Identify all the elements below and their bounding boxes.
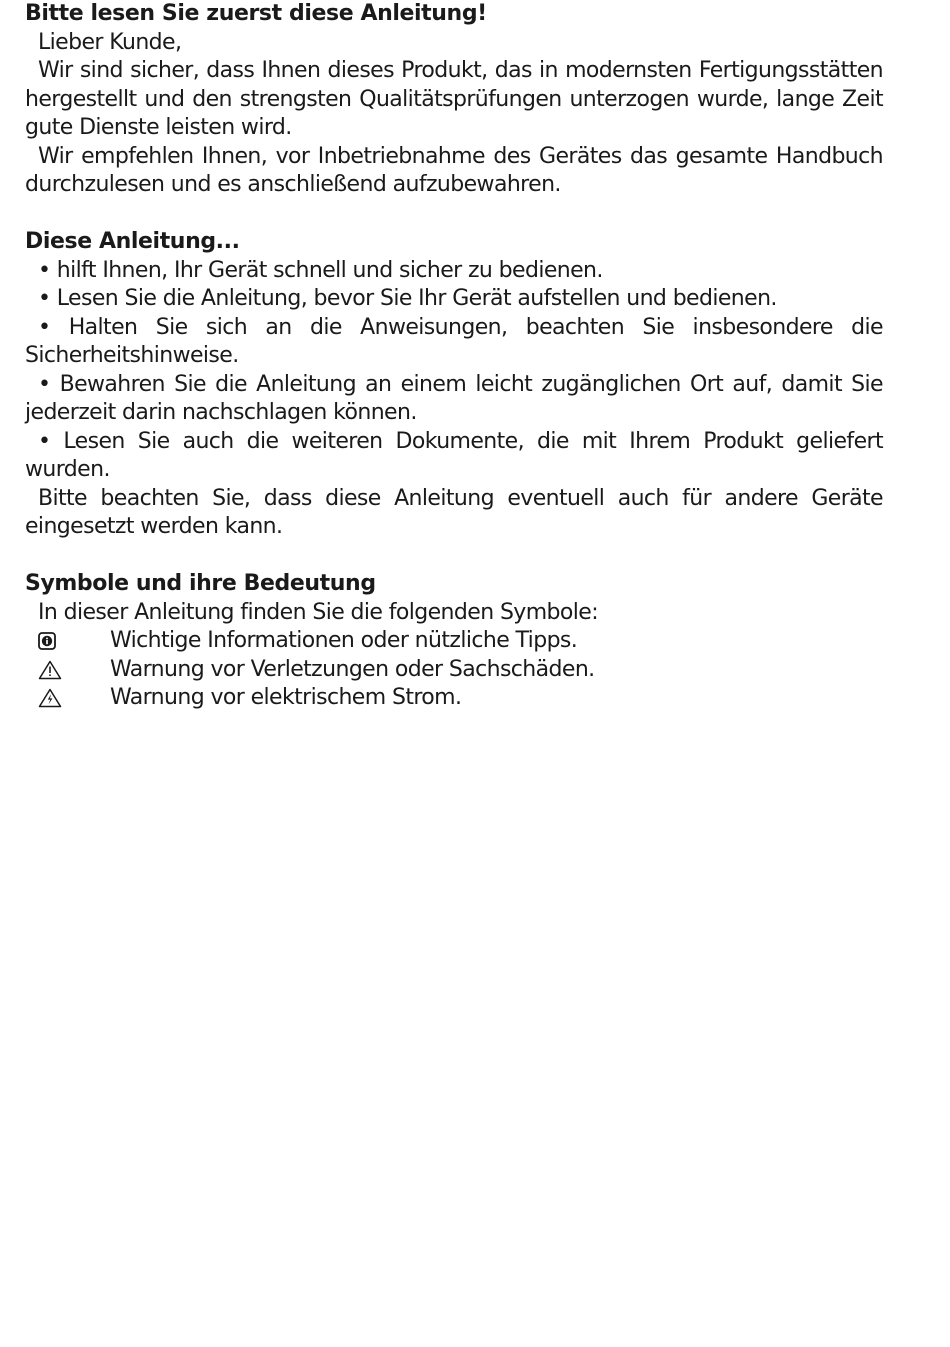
electric-warning-icon (25, 688, 110, 708)
guide-item: • Bewahren Sie die Anleitung an einem leicht zugänglichen Ort auf, damit Sie jederzeit darin nachschlagen können. (25, 371, 883, 425)
symbol-row-electric-warning (25, 684, 883, 713)
symbol-text: Warnung vor Verletzungen oder Sachschäden. (110, 656, 595, 682)
symbols-intro: In dieser Anleitung finden Sie die folgenden Symbole: (38, 599, 599, 625)
warning-icon (25, 660, 110, 680)
guide-item: • Lesen Sie die Anleitung, bevor Sie Ihr Gerät aufstellen und bedienen. (38, 286, 777, 311)
symbol-row-warning (25, 656, 883, 685)
intro-paragraph-1: Wir sind sicher, dass Ihnen dieses Produkt, das in modernsten Fertigungsstätten hergestellt und den strengsten Qualitätsprüfungen unterzogen wurde, lange Zeit gute Dienste leisten wird. (25, 58, 883, 140)
guide-title: Diese Anleitung... (25, 229, 240, 254)
manual-page (25, 0, 883, 713)
intro-title: Bitte lesen Sie zuerst diese Anleitung! (25, 1, 487, 26)
info-icon (25, 632, 110, 650)
spacer (25, 200, 883, 229)
guide-item: • Halten Sie sich an die Anweisungen, beachten Sie insbesondere die Sicherheitshinweise. (25, 314, 883, 368)
guide-item: • hilft Ihnen, Ihr Gerät schnell und sicher zu bedienen. (38, 257, 603, 283)
intro-section (25, 0, 883, 200)
guide-section (25, 228, 883, 542)
intro-paragraph-2: Wir empfehlen Ihnen, vor Inbetriebnahme des Gerätes das gesamte Handbuch durchzulesen und es anschließend aufzubewahren. (25, 143, 883, 197)
symbols-title: Symbole und ihre Bedeutung (25, 571, 376, 596)
symbol-row-info (25, 627, 883, 656)
symbols-section (25, 570, 883, 713)
greeting: Lieber Kunde, (38, 29, 182, 55)
spacer (25, 542, 883, 571)
guide-note: Bitte beachten Sie, dass diese Anleitung eventuell auch für andere Geräte eingesetzt werden kann. (25, 485, 883, 539)
symbol-text: Wichtige Informationen oder nützliche Tipps. (110, 628, 578, 653)
symbol-text: Warnung vor elektrischem Strom. (110, 685, 462, 710)
guide-item: • Lesen Sie auch die weiteren Dokumente, die mit Ihrem Produkt geliefert wurden. (25, 428, 883, 482)
